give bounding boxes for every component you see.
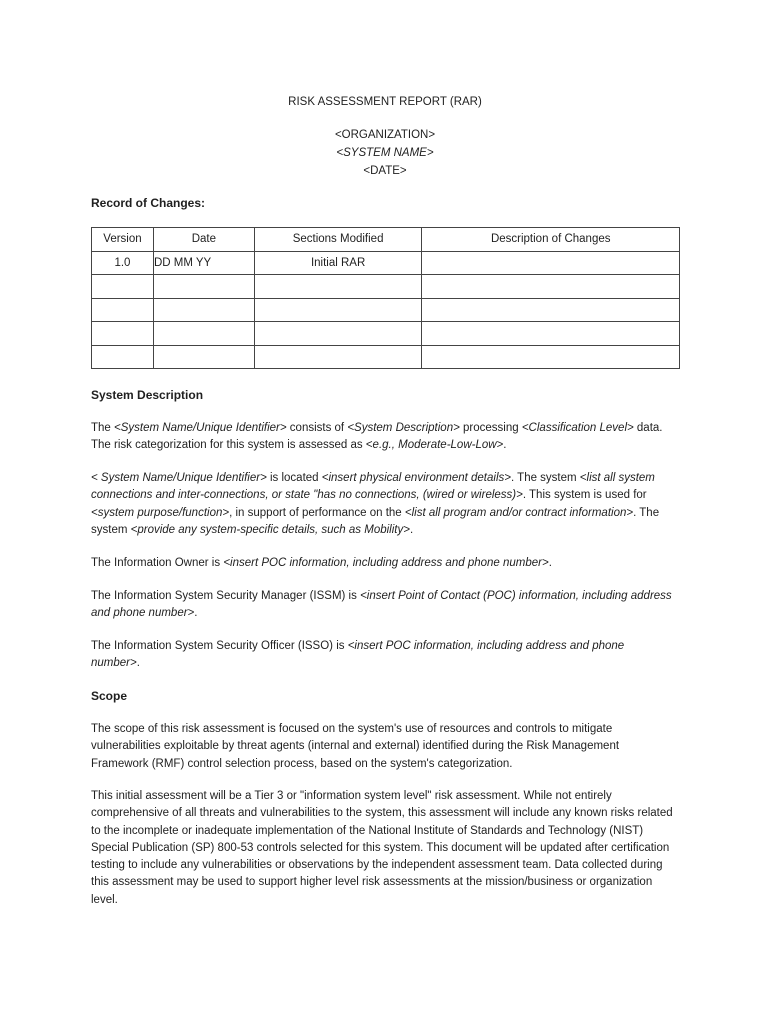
table-row [92, 322, 680, 346]
cell-description [422, 322, 680, 346]
cell-version [92, 298, 154, 322]
cell-date [153, 345, 254, 369]
issm-paragraph: The Information System Security Manager (ISSM) is <insert Point of Contact (POC) information, including address and phone number>. [91, 590, 672, 620]
organization-placeholder: <ORGANIZATION> [334, 129, 436, 141]
table-header-row [92, 228, 680, 252]
cell-description [422, 275, 680, 299]
scope-paragraph-2: This initial assessment will be a Tier 3 or "information system level" risk assessment. While not entirely comprehensive of all threats and vulnerabilities to the system, this assessment will include any known risks related to the incomplete or inadequate implementation of the National Institute of Standards and Technology (NIST) Special Publication (SP) 800-53 controls selected for this system. This document will be updated after certification testing to include any vulnerabilities or observations by the independent assessment team. Data collected during this assessment may be used to support higher level risk assessments at the mission/business or organization level. [91, 790, 673, 906]
table-row [92, 345, 680, 369]
system-name-placeholder: <SYSTEM NAME> [336, 147, 434, 159]
cell-sections-modified [254, 345, 422, 369]
record-of-changes-heading: Record of Changes: [91, 196, 206, 210]
column-header-date: Date [153, 228, 254, 252]
date-placeholder: <DATE> [363, 165, 407, 177]
cell-sections-modified [254, 275, 422, 299]
scope-heading: Scope [91, 689, 128, 703]
information-owner-paragraph: The Information Owner is <insert POC information, including address and phone number>. [91, 557, 552, 569]
column-header-version: Version [92, 228, 154, 252]
record-of-changes-table [91, 227, 680, 369]
column-header-sections-modified: Sections Modified [254, 228, 422, 252]
cell-date: DD MM YY [153, 251, 254, 275]
report-title: RISK ASSESSMENT REPORT (RAR) [288, 96, 482, 108]
cell-sections-modified: Initial RAR [254, 251, 422, 275]
system-description-paragraph-1: The <System Name/Unique Identifier> consists of <System Description> processing <Classification Level> data. The risk categorization for this system is assessed as <e.g., Moderate-Low-Low>. [91, 422, 663, 452]
system-description-heading: System Description [91, 388, 204, 402]
system-description-paragraph-2: < System Name/Unique Identifier> is located <insert physical environment details>. The system <list all system connections and inter-connections, or state "has no connections, (wired or wireless)>. This system is used for <system purpose/function>, in support of performance on the <list all program and/or contract information>. The system <provide any system-specific details, such as Mobility>. [91, 472, 660, 536]
cell-version [92, 345, 154, 369]
cell-date [153, 298, 254, 322]
cell-date [153, 322, 254, 346]
cell-version [92, 275, 154, 299]
cell-date [153, 275, 254, 299]
isso-paragraph: The Information System Security Officer (ISSO) is <insert POC information, including address and phone number>. [91, 640, 625, 670]
cell-sections-modified [254, 322, 422, 346]
column-header-description: Description of Changes [422, 228, 680, 252]
cell-description [422, 345, 680, 369]
cell-description [422, 298, 680, 322]
table-row [92, 251, 680, 275]
cell-description [422, 251, 680, 275]
cell-version: 1.0 [92, 251, 154, 275]
cell-version [92, 322, 154, 346]
table-row [92, 298, 680, 322]
cell-sections-modified [254, 298, 422, 322]
table-row [92, 275, 680, 299]
scope-paragraph-1: The scope of this risk assessment is focused on the system's use of resources and controls to mitigate vulnerabilities exploitable by threat agents (internal and external) identified during the Risk Management Framework (RMF) control selection process, based on the system's categorization. [91, 723, 620, 770]
